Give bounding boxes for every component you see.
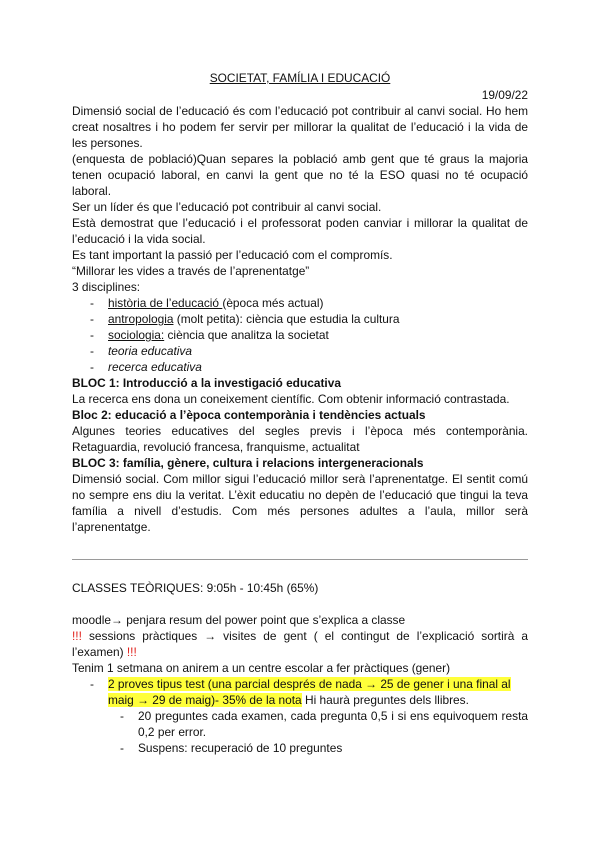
discipline-desc: ciència que analitza la societat [164, 328, 329, 342]
exam-sublist [72, 708, 528, 756]
discipline-desc: (molt petita): ciència que estudia la cultura [173, 312, 400, 326]
bloc-heading: Bloc 2: educació a l’època contemporània i tendències actuals [72, 408, 426, 422]
list-item: - 20 preguntes cada examen, cada pregunta 0,5 i si ens equivoquem resta 0,2 per error. [120, 708, 528, 740]
document-title: SOCIETAT, FAMÍLIA I EDUCACIÓ [209, 71, 391, 85]
list-item [90, 327, 528, 343]
list-item [90, 676, 528, 708]
moodle-note: moodle→ penjara resum del power point que s’explica a classe [72, 613, 406, 627]
bloc-heading: BLOC 3: família, gènere, cultura i relacions intergeneracionals [72, 456, 424, 470]
intro-paragraph: (enquesta de població)Quan separes la població amb gent que té graus la majoria tenen ocupació laboral, en canvi la gent que no té la ESO quasi no té ocupació laboral. [72, 152, 528, 198]
list-item [90, 343, 528, 359]
discipline-name: recerca educativa [108, 360, 202, 374]
list-item [90, 295, 528, 311]
discipline-name: història de l’educació [108, 296, 223, 310]
discipline-name: sociologia: [108, 328, 165, 342]
practices-note: Tenim 1 setmana on anirem a un centre escolar a fer pràctiques (gener) [72, 661, 451, 675]
alert-mark: !!! [126, 645, 137, 659]
classes-heading: CLASSES TEÒRIQUES: 9:05h - 10:45h (65%) [72, 581, 319, 595]
list-item [90, 359, 528, 375]
bloc-text: Dimensió social. Com millor sigui l’educació millor serà l’aprenentatge. El sentit comú no sempre ens diu la veritat. L’èxit educatiu no depèn de l’educació que tingui la teva família a nivell d’estudis. Com més persones adultes a l’aula, millor serà l’aprenentatge. [72, 472, 528, 534]
bloc-text: Algunes teories educatives del segles previs i l’època més contemporània. Retaguardia, revolució francesa, franquisme, actualitat [72, 424, 528, 454]
disciplines-list [72, 295, 528, 375]
disciplines-label: 3 disciplines: [72, 280, 141, 294]
exam-list [72, 676, 528, 708]
sessions-text: sessions pràctiques → visites de gent ( el contingut de l’explicació sortirà a l’examen) [72, 629, 528, 659]
intro-quote: “Millorar les vides a través de l’aprenentatge” [72, 264, 310, 278]
list-item [90, 311, 528, 327]
bloc-heading: BLOC 1: Introducció a la investigació educativa [72, 376, 341, 390]
intro-paragraph: Està demostrat que l’educació i el professorat poden canviar i millorar la qualitat de l’educació i la vida social. [72, 216, 528, 246]
alert-mark: !!! [72, 629, 82, 643]
exam-highlight: 2 proves tipus test (una parcial després de nada → 25 de gener i una final al maig → 29 de maig)- 35% de la nota [108, 677, 511, 707]
intro-paragraph: Es tant important la passió per l’educació com el compromís. [72, 248, 393, 262]
sessions-note [72, 628, 528, 660]
intro-paragraph: Ser un líder és que l’educació pot contribuir al canvi social. [72, 200, 382, 214]
document-page [72, 70, 528, 756]
discipline-desc: (època més actual) [222, 296, 324, 310]
document-date: 19/09/22 [481, 88, 528, 102]
discipline-name: antropologia [108, 312, 174, 326]
list-item: - Suspens: recuperació de 10 preguntes [120, 740, 528, 756]
intro-paragraph: Dimensió social de l’educació és com l’educació pot contribuir al canvi social. Ho hem creat nosaltres i ho podem fer servir per millorar la qualitat de l’educació i la vida de les persones. [72, 104, 528, 150]
exam-note: Hi haurà preguntes dels llibres. [301, 693, 469, 707]
bloc-text: La recerca ens dona un coneixement científic. Com obtenir informació contrastada. [72, 392, 510, 406]
discipline-name: teoria educativa [108, 344, 192, 358]
